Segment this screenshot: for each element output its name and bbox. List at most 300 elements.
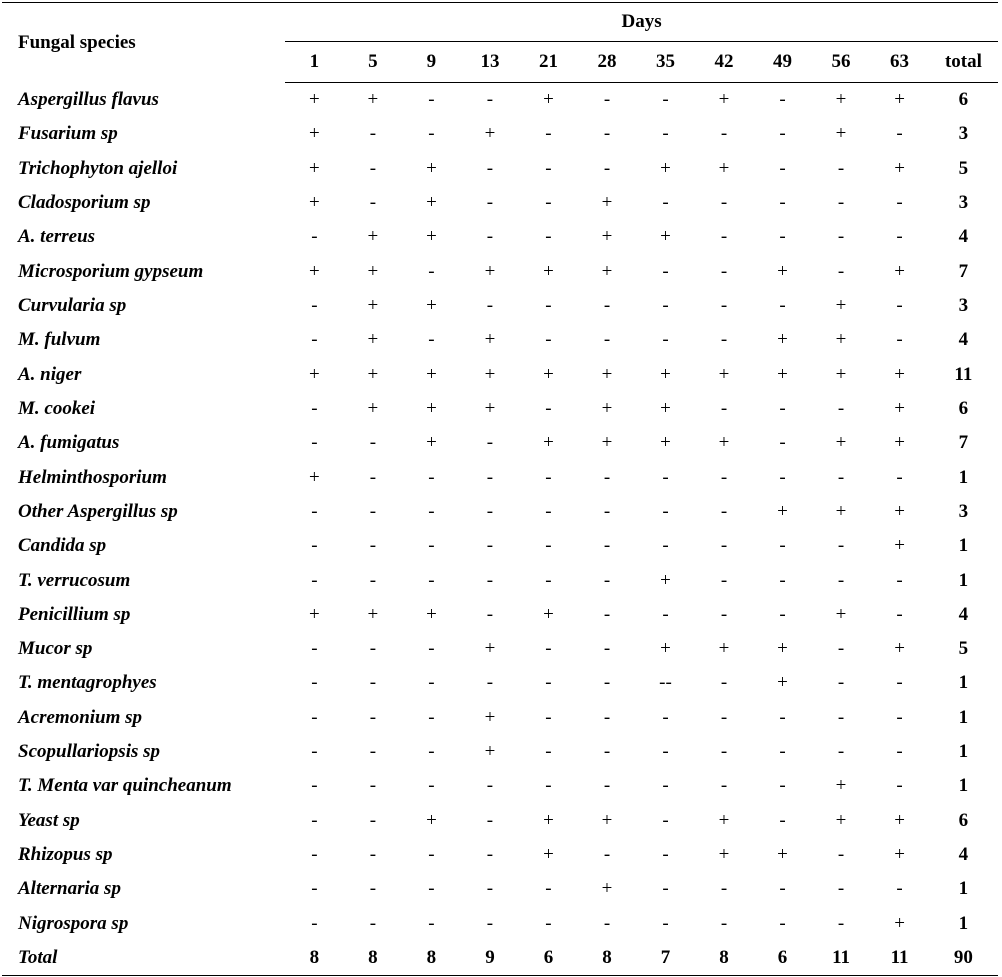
table-row <box>2 460 998 494</box>
presence-mark-cell: - <box>545 157 552 179</box>
presence-mark-cell: - <box>369 809 377 831</box>
presence-mark-cell: + <box>777 672 788 694</box>
presence-mark-cell: - <box>720 397 728 419</box>
presence-mark-cell: - <box>662 123 669 145</box>
presence-mark-cell: - <box>369 192 377 214</box>
presence-mark-cell: - <box>779 775 786 797</box>
species-total-cell: 1 <box>958 672 969 694</box>
day-total-cell: 9 <box>461 941 520 976</box>
presence-mark-cell: + <box>309 363 320 385</box>
presence-mark-cell: + <box>543 603 554 625</box>
presence-mark-cell: - <box>779 432 786 454</box>
species-total-cell: 1 <box>958 569 969 591</box>
presence-mark-cell: - <box>603 295 611 317</box>
presence-mark-cell: + <box>660 569 671 591</box>
species-total-cell: 3 <box>958 295 969 317</box>
presence-mark-cell: - <box>896 775 903 797</box>
day-total-cell: 6 <box>753 941 812 976</box>
presence-mark-cell: - <box>837 878 845 900</box>
presence-mark-cell: + <box>835 775 847 797</box>
presence-mark-cell: - <box>603 569 611 591</box>
day-column-header: 35 <box>636 42 695 83</box>
presence-mark-cell: + <box>309 260 320 282</box>
presence-mark-cell: - <box>545 466 552 488</box>
day-column-header: 63 <box>870 42 929 83</box>
presence-mark-cell: - <box>311 741 318 763</box>
species-total-cell: 1 <box>958 878 969 900</box>
day-column-header: 49 <box>753 42 812 83</box>
day-column-header: 5 <box>344 42 403 83</box>
presence-mark-cell: - <box>720 123 728 145</box>
table-row <box>2 529 998 563</box>
presence-mark-cell: + <box>484 741 496 763</box>
presence-mark-cell: - <box>603 672 611 694</box>
species-name-cell: Acremonium sp <box>18 706 143 728</box>
presence-mark-cell: - <box>720 329 728 351</box>
presence-mark-cell: - <box>603 500 611 522</box>
presence-mark-cell: - <box>428 775 435 797</box>
table-row <box>2 152 998 186</box>
table-row <box>2 563 998 597</box>
species-total-cell: 4 <box>958 844 969 866</box>
presence-mark-cell: + <box>426 192 437 214</box>
presence-mark-cell: - <box>428 741 435 763</box>
presence-mark-cell: - <box>545 638 552 660</box>
presence-mark-cell: - <box>428 500 435 522</box>
days-group-header: Days <box>285 3 998 42</box>
presence-mark-cell: - <box>896 295 903 317</box>
presence-mark-cell: - <box>486 500 494 522</box>
species-name-cell: Microsporium gypseum <box>18 260 204 282</box>
presence-mark-cell: - <box>720 569 728 591</box>
presence-mark-cell: + <box>718 157 730 179</box>
presence-mark-cell: - <box>720 466 728 488</box>
presence-mark-cell: - <box>837 844 845 866</box>
presence-mark-cell: - <box>369 878 377 900</box>
presence-mark-cell: - <box>428 89 435 111</box>
presence-mark-cell: + <box>484 123 496 145</box>
presence-mark-cell: - <box>837 638 845 660</box>
presence-mark-cell: - <box>779 706 786 728</box>
header-row-top <box>2 3 998 42</box>
presence-mark-cell: - <box>545 226 552 248</box>
table-row <box>2 872 998 906</box>
presence-mark-cell: + <box>660 638 671 660</box>
day-total-cell: 8 <box>402 941 461 976</box>
presence-mark-cell: - <box>428 844 435 866</box>
presence-mark-cell: - <box>720 192 728 214</box>
presence-mark-cell: + <box>894 912 905 934</box>
presence-mark-cell: - <box>545 706 552 728</box>
presence-mark-cell: + <box>894 363 905 385</box>
day-column-header: 56 <box>812 42 871 83</box>
presence-mark-cell: + <box>660 432 671 454</box>
species-total-cell: 5 <box>958 638 969 660</box>
presence-mark-cell: - <box>369 638 377 660</box>
presence-mark-cell: + <box>426 809 437 831</box>
presence-mark-cell: - <box>603 706 611 728</box>
presence-mark-cell: - <box>837 912 845 934</box>
presence-mark-cell: - <box>486 89 494 111</box>
species-total-cell: 1 <box>958 912 969 934</box>
grand-total-cell: 90 <box>929 941 998 976</box>
presence-mark-cell: - <box>486 603 494 625</box>
presence-mark-cell: + <box>835 500 847 522</box>
table-row <box>2 666 998 700</box>
presence-mark-cell: + <box>309 192 320 214</box>
presence-mark-cell: + <box>777 638 788 660</box>
presence-mark-cell: - <box>779 535 786 557</box>
presence-mark-cell: - <box>720 295 728 317</box>
presence-mark-cell: + <box>484 363 496 385</box>
presence-mark-cell: - <box>428 260 435 282</box>
presence-mark-cell: + <box>367 397 379 419</box>
presence-mark-cell: + <box>543 260 554 282</box>
species-total-cell: 3 <box>958 123 969 145</box>
presence-mark-cell: - <box>779 295 786 317</box>
species-name-cell: Trichophyton ajelloi <box>18 157 178 179</box>
presence-mark-cell: - <box>662 535 669 557</box>
species-name-cell: Other Aspergillus sp <box>18 500 178 522</box>
presence-mark-cell: - <box>720 603 728 625</box>
presence-mark-cell: + <box>426 432 437 454</box>
presence-mark-cell: + <box>601 192 613 214</box>
presence-mark-cell: - <box>720 226 728 248</box>
day-total-cell: 8 <box>344 941 403 976</box>
presence-mark-cell: - <box>311 638 318 660</box>
presence-mark-cell: - <box>720 672 728 694</box>
presence-mark-cell: + <box>777 329 788 351</box>
presence-mark-cell: + <box>426 226 437 248</box>
species-total-cell: 6 <box>958 397 969 419</box>
presence-mark-cell: - <box>603 603 611 625</box>
presence-mark-cell: -- <box>659 672 672 694</box>
presence-mark-cell: - <box>662 500 669 522</box>
presence-mark-cell: - <box>603 123 611 145</box>
species-total-cell: 11 <box>954 363 973 385</box>
presence-mark-cell: - <box>369 466 377 488</box>
presence-mark-cell: + <box>777 844 788 866</box>
presence-mark-cell: - <box>837 466 845 488</box>
presence-mark-cell: + <box>426 157 437 179</box>
presence-mark-cell: + <box>660 226 671 248</box>
presence-mark-cell: - <box>779 466 786 488</box>
table-row <box>2 186 998 220</box>
presence-mark-cell: + <box>484 329 496 351</box>
presence-mark-cell: - <box>369 432 377 454</box>
presence-mark-cell: - <box>428 912 435 934</box>
presence-mark-cell: + <box>777 260 788 282</box>
species-name-cell: A. fumigatus <box>18 432 120 454</box>
presence-mark-cell: - <box>720 878 728 900</box>
species-name-cell: Cladosporium sp <box>18 192 151 214</box>
presence-mark-cell: - <box>896 329 903 351</box>
presence-mark-cell: - <box>369 706 377 728</box>
total-row-label: Total <box>2 941 285 976</box>
presence-mark-cell: + <box>367 226 379 248</box>
table-row <box>2 83 998 118</box>
presence-mark-cell: + <box>543 432 554 454</box>
presence-mark-cell: - <box>311 844 318 866</box>
presence-mark-cell: - <box>896 741 903 763</box>
presence-mark-cell: + <box>894 89 905 111</box>
presence-mark-cell: + <box>777 500 788 522</box>
day-total-cell: 6 <box>519 941 578 976</box>
presence-mark-cell: - <box>720 706 728 728</box>
presence-mark-cell: - <box>662 706 669 728</box>
total-column-header: total <box>929 42 998 83</box>
presence-mark-cell: - <box>428 329 435 351</box>
presence-mark-cell: + <box>894 809 905 831</box>
presence-mark-cell: + <box>367 295 379 317</box>
presence-mark-cell: - <box>545 123 552 145</box>
presence-mark-cell: - <box>545 397 552 419</box>
table-row <box>2 701 998 735</box>
presence-mark-cell: - <box>779 741 786 763</box>
presence-mark-cell: - <box>603 466 611 488</box>
presence-mark-cell: - <box>662 603 669 625</box>
presence-mark-cell: + <box>367 260 379 282</box>
presence-mark-cell: - <box>311 432 318 454</box>
presence-mark-cell: - <box>545 329 552 351</box>
total-row <box>2 941 998 976</box>
presence-mark-cell: - <box>311 878 318 900</box>
presence-mark-cell: + <box>835 123 847 145</box>
presence-mark-cell: - <box>896 603 903 625</box>
species-name-cell: Rhizopus sp <box>18 844 113 866</box>
presence-mark-cell: + <box>835 295 847 317</box>
species-total-cell: 1 <box>958 775 969 797</box>
presence-mark-cell: - <box>369 535 377 557</box>
presence-mark-cell: - <box>896 123 903 145</box>
day-column-header: 42 <box>695 42 754 83</box>
presence-mark-cell: - <box>896 192 903 214</box>
presence-mark-cell: - <box>369 844 377 866</box>
presence-mark-cell: - <box>486 157 494 179</box>
presence-mark-cell: - <box>720 260 728 282</box>
presence-mark-cell: + <box>835 603 847 625</box>
presence-mark-cell: + <box>835 329 847 351</box>
presence-mark-cell: - <box>486 775 494 797</box>
species-total-cell: 1 <box>958 466 969 488</box>
presence-mark-cell: + <box>894 535 905 557</box>
presence-mark-cell: - <box>311 397 318 419</box>
presence-mark-cell: + <box>543 809 554 831</box>
species-total-cell: 7 <box>958 432 969 454</box>
table-row <box>2 392 998 426</box>
presence-mark-cell: - <box>545 535 552 557</box>
presence-mark-cell: - <box>486 226 494 248</box>
presence-mark-cell: - <box>779 397 786 419</box>
species-total-cell: 1 <box>958 535 969 557</box>
species-total-cell: 3 <box>958 500 969 522</box>
table-row <box>2 255 998 289</box>
presence-mark-cell: - <box>428 706 435 728</box>
presence-mark-cell: - <box>486 432 494 454</box>
presence-mark-cell: - <box>662 295 669 317</box>
presence-mark-cell: + <box>543 844 554 866</box>
presence-mark-cell: - <box>486 295 494 317</box>
table-row <box>2 598 998 632</box>
presence-mark-cell: - <box>662 809 669 831</box>
presence-mark-cell: + <box>835 432 847 454</box>
presence-mark-cell: - <box>486 672 494 694</box>
day-column-header: 9 <box>402 42 461 83</box>
presence-mark-cell: - <box>662 844 669 866</box>
species-name-cell: T. Menta var quincheanum <box>18 775 232 797</box>
presence-mark-cell: + <box>601 397 613 419</box>
presence-mark-cell: - <box>486 912 494 934</box>
presence-mark-cell: - <box>662 878 669 900</box>
presence-mark-cell: + <box>426 295 437 317</box>
presence-mark-cell: - <box>662 912 669 934</box>
species-name-cell: M. cookei <box>18 397 96 419</box>
presence-mark-cell: + <box>309 603 320 625</box>
species-total-cell: 3 <box>958 192 969 214</box>
presence-mark-cell: + <box>660 397 671 419</box>
presence-mark-cell: + <box>835 363 847 385</box>
table-row <box>2 907 998 941</box>
presence-mark-cell: - <box>662 775 669 797</box>
presence-mark-cell: - <box>545 878 552 900</box>
presence-mark-cell: - <box>311 706 318 728</box>
presence-mark-cell: - <box>896 706 903 728</box>
presence-mark-cell: + <box>484 397 496 419</box>
day-column-header: 13 <box>461 42 520 83</box>
presence-mark-cell: - <box>837 226 845 248</box>
presence-mark-cell: - <box>779 809 786 831</box>
presence-mark-cell: + <box>309 123 320 145</box>
presence-mark-cell: + <box>367 603 379 625</box>
presence-mark-cell: + <box>601 432 613 454</box>
presence-mark-cell: + <box>718 638 730 660</box>
presence-mark-cell: - <box>311 912 318 934</box>
presence-mark-cell: - <box>311 226 318 248</box>
table-row <box>2 804 998 838</box>
day-column-header: 1 <box>285 42 344 83</box>
presence-mark-cell: - <box>545 295 552 317</box>
presence-mark-cell: - <box>896 226 903 248</box>
presence-mark-cell: - <box>837 157 845 179</box>
presence-mark-cell: - <box>837 397 845 419</box>
presence-mark-cell: - <box>779 603 786 625</box>
species-total-cell: 6 <box>958 89 969 111</box>
day-total-cell: 8 <box>285 941 344 976</box>
presence-mark-cell: - <box>779 569 786 591</box>
species-name-cell: Curvularia sp <box>18 295 127 317</box>
species-total-cell: 1 <box>958 741 969 763</box>
presence-mark-cell: - <box>603 844 611 866</box>
presence-mark-cell: - <box>311 672 318 694</box>
presence-mark-cell: - <box>311 329 318 351</box>
table-row <box>2 426 998 460</box>
presence-mark-cell: + <box>894 432 905 454</box>
species-total-cell: 1 <box>958 706 969 728</box>
presence-mark-cell: - <box>720 912 728 934</box>
table-row <box>2 220 998 254</box>
presence-mark-cell: - <box>779 89 786 111</box>
presence-mark-cell: - <box>837 706 845 728</box>
presence-mark-cell: - <box>837 672 845 694</box>
presence-mark-cell: - <box>369 775 377 797</box>
presence-mark-cell: + <box>426 397 437 419</box>
presence-mark-cell: - <box>603 329 611 351</box>
presence-mark-cell: - <box>603 157 611 179</box>
species-name-cell: Scopullariopsis sp <box>18 741 161 763</box>
presence-mark-cell: - <box>545 741 552 763</box>
species-total-cell: 4 <box>958 603 969 625</box>
presence-mark-cell: + <box>835 809 847 831</box>
table-row <box>2 838 998 872</box>
presence-mark-cell: - <box>369 569 377 591</box>
presence-mark-cell: - <box>603 535 611 557</box>
species-name-cell: Nigrospora sp <box>18 912 129 934</box>
presence-mark-cell: - <box>837 260 845 282</box>
presence-mark-cell: - <box>486 878 494 900</box>
presence-mark-cell: - <box>428 569 435 591</box>
presence-mark-cell: - <box>662 741 669 763</box>
day-total-cell: 8 <box>695 941 754 976</box>
presence-mark-cell: - <box>428 535 435 557</box>
species-total-cell: 4 <box>958 329 969 351</box>
presence-mark-cell: + <box>894 397 905 419</box>
presence-mark-cell: + <box>894 500 905 522</box>
presence-mark-cell: - <box>428 672 435 694</box>
presence-mark-cell: + <box>367 329 379 351</box>
presence-mark-cell: - <box>779 912 786 934</box>
presence-mark-cell: + <box>601 363 613 385</box>
fungal-species-table <box>2 2 998 976</box>
species-name-cell: A. terreus <box>18 226 96 248</box>
presence-mark-cell: - <box>603 912 611 934</box>
presence-mark-cell: - <box>837 569 845 591</box>
presence-mark-cell: - <box>779 878 786 900</box>
presence-mark-cell: - <box>311 295 318 317</box>
presence-mark-cell: - <box>603 89 611 111</box>
presence-mark-cell: + <box>484 638 496 660</box>
presence-mark-cell: - <box>779 192 786 214</box>
presence-mark-cell: - <box>779 123 786 145</box>
table-row <box>2 495 998 529</box>
presence-mark-cell: - <box>662 329 669 351</box>
presence-mark-cell: - <box>837 192 845 214</box>
presence-mark-cell: - <box>486 809 494 831</box>
presence-mark-cell: - <box>545 775 552 797</box>
presence-mark-cell: + <box>543 363 554 385</box>
presence-mark-cell: - <box>837 741 845 763</box>
presence-mark-cell: - <box>896 672 903 694</box>
presence-mark-cell: - <box>545 672 552 694</box>
presence-mark-cell: - <box>369 912 377 934</box>
presence-mark-cell: - <box>720 500 728 522</box>
presence-mark-cell: + <box>894 638 905 660</box>
presence-mark-cell: - <box>428 878 435 900</box>
presence-mark-cell: + <box>309 157 320 179</box>
presence-mark-cell: - <box>837 535 845 557</box>
table-row <box>2 358 998 392</box>
day-column-header: 21 <box>519 42 578 83</box>
presence-mark-cell: - <box>545 569 552 591</box>
presence-mark-cell: + <box>309 466 320 488</box>
presence-mark-cell: - <box>662 260 669 282</box>
table-row <box>2 632 998 666</box>
presence-mark-cell: + <box>543 89 554 111</box>
presence-mark-cell: + <box>601 260 613 282</box>
presence-mark-cell: - <box>545 192 552 214</box>
presence-mark-cell: - <box>720 775 728 797</box>
presence-mark-cell: - <box>896 466 903 488</box>
presence-mark-cell: - <box>779 157 786 179</box>
